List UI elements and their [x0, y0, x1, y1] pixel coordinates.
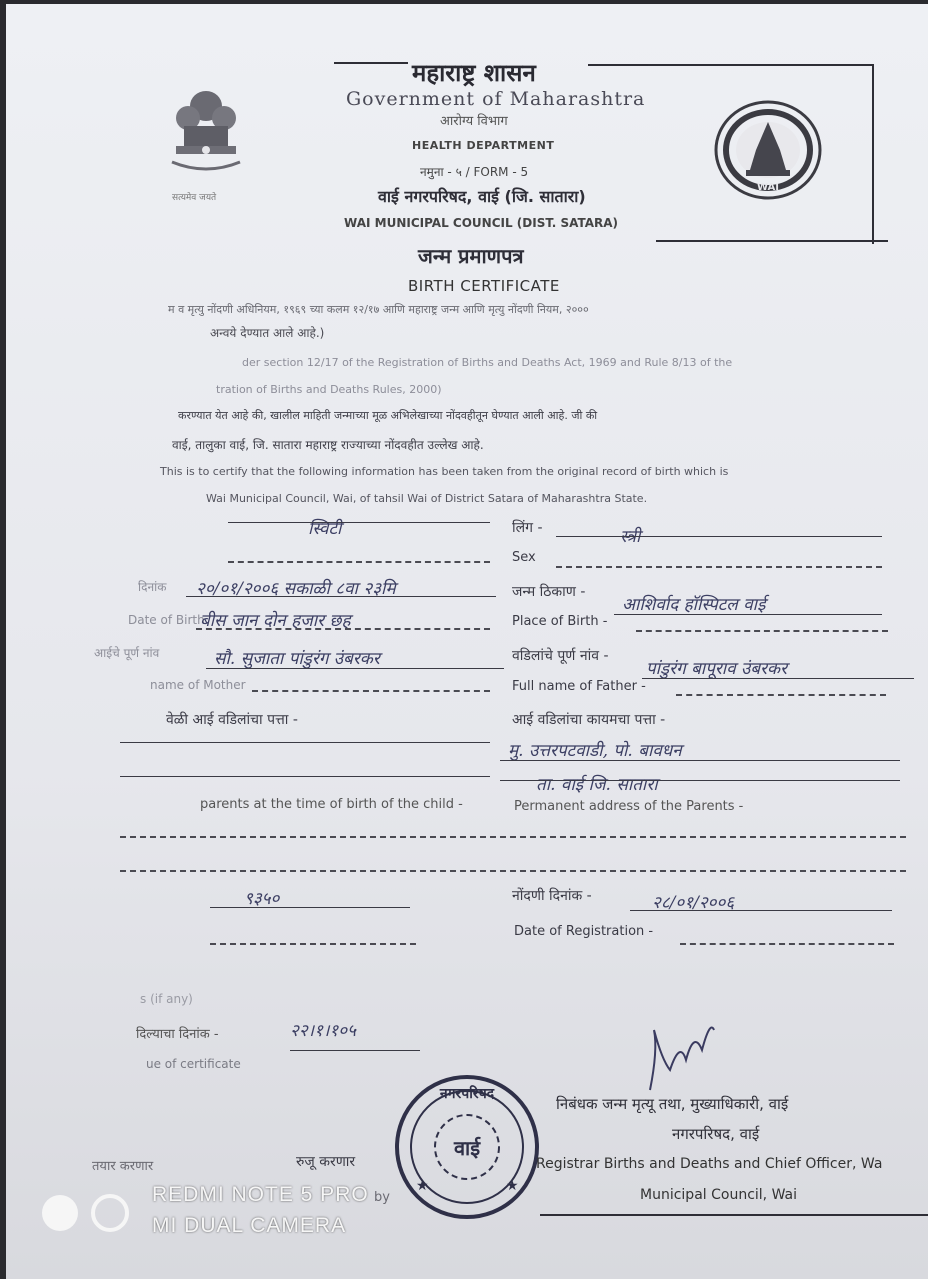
footer-rule	[540, 1214, 928, 1216]
registration-date-underline	[630, 910, 892, 911]
camera-logo	[40, 1192, 134, 1234]
state-title-marathi: महाराष्ट्र शासन	[412, 58, 536, 87]
registrar-title-marathi-2: नगरपरिषद, वाई	[672, 1125, 760, 1143]
svg-text:वाई: वाई	[453, 1136, 481, 1160]
registration-number-underline	[210, 907, 410, 908]
certificate-title-marathi: जन्म प्रमाणपत्र	[418, 244, 524, 268]
emblem-caption: सत्यमेव जयते	[172, 193, 217, 203]
registration-date-label-marathi: नोंदणी दिनांक -	[512, 888, 592, 904]
header-bottom-rule	[656, 240, 888, 242]
perm-address-label-english: Permanent address of the Parents -	[514, 799, 744, 814]
department-english: HEALTH DEPARTMENT	[412, 139, 555, 152]
name-dash-line	[228, 561, 490, 563]
remarks-label: s (if any)	[140, 992, 193, 1006]
registrar-title-marathi-1: निबंधक जन्म मृत्यू तथा, मुख्याधिकारी, वाई	[556, 1095, 789, 1113]
watermark-line2: MI DUAL CAMERA	[152, 1214, 347, 1237]
registrar-title-english-1: Registrar Births and Deaths and Chief Officer, Wa	[536, 1156, 883, 1172]
registration-date-value: २८/०१/२००६	[652, 893, 735, 913]
dob-label-marathi: दिनांक	[138, 580, 167, 594]
preamble-en-1: der section 12/17 of the Registration of Births and Deaths Act, 1969 and Rule 8/13 of the	[242, 356, 733, 369]
address-dash-1	[120, 836, 906, 838]
dob-dash-line	[196, 628, 490, 630]
department-marathi: आरोग्य विभाग	[440, 114, 508, 129]
sex-label-english: Sex	[512, 550, 536, 565]
issue-date-value: २२।१।१०५	[290, 1021, 356, 1041]
svg-text:WAI: WAI	[756, 182, 780, 193]
registrar-title-english-2: Municipal Council, Wai	[640, 1187, 797, 1203]
mother-label-english: name of Mother	[150, 678, 246, 692]
pob-dash-line	[636, 630, 888, 632]
checked-by-label: रुजू करणार	[296, 1154, 356, 1170]
perm-address-line1	[500, 760, 900, 761]
pob-label-marathi: जन्म ठिकाण -	[512, 584, 586, 600]
council-english: WAI MUNICIPAL COUNCIL (DIST. SATARA)	[344, 216, 618, 230]
preamble-en-2: tration of Births and Deaths Rules, 2000)	[216, 383, 442, 396]
birth-address-label-marathi: वेळी आई वडिलांचा पत्ता -	[166, 712, 298, 728]
signature-scribble-icon	[640, 1010, 720, 1100]
registration-date-dash	[680, 943, 894, 945]
birth-address-label-english: parents at the time of birth of the child -	[200, 797, 463, 812]
registration-number-value: ९३५०	[244, 889, 280, 909]
checked-by-english: by	[374, 1190, 390, 1205]
council-logo	[714, 100, 822, 200]
dob-value-line2: बीस जान दोन हजार छह	[200, 611, 351, 631]
mother-name-value: सौ. सुजाता पांडुरंग उंबरकर	[214, 649, 380, 669]
sex-dash-line	[556, 566, 882, 568]
sex-label-marathi: लिंग -	[512, 520, 543, 536]
father-label-english: Full name of Father -	[512, 679, 646, 694]
birth-address-line1	[120, 742, 490, 743]
child-name-value: स्विटी	[308, 519, 342, 539]
preamble-mr-4: वाई, तालुका वाई, जि. सातारा महाराष्ट्र राज्याच्या नोंदवहीत उल्लेख आहे.	[172, 438, 484, 452]
preamble-mr-3: करण्यात येत आहे की, खालील माहिती जन्माच्या मूळ अभिलेखाच्या नोंदवहीतून घेण्यात आली आहे. जी की	[178, 409, 598, 422]
father-underline	[642, 678, 914, 679]
birth-address-line2	[120, 776, 490, 777]
dob-underline	[186, 596, 496, 597]
perm-address-label-marathi: आई वडिलांचा कायमचा पत्ता -	[512, 712, 666, 728]
preamble-mr-2: अन्वये देण्यात आले आहे.)	[210, 326, 325, 340]
mother-dash-line	[252, 690, 490, 692]
issue-date-label-english: ue of certificate	[146, 1057, 241, 1071]
preamble-en-4: Wai Municipal Council, Wai, of tahsil Wai of District Satara of Maharashtra State.	[206, 492, 648, 505]
dual-camera-icon	[40, 1192, 134, 1234]
perm-address-value-line1: मु. उत्तरपटवाडी, पो. बावधन	[508, 741, 682, 761]
dob-label-english: Date of Birth	[128, 613, 205, 627]
issue-date-label-marathi: दिल्याचा दिनांक -	[136, 1027, 219, 1042]
certificate-title-english: BIRTH CERTIFICATE	[408, 277, 560, 295]
perm-address-value-line2: ता. वाई जि. सातारा	[536, 775, 658, 795]
svg-text:★: ★	[506, 1178, 519, 1194]
registration-number-dash	[210, 943, 416, 945]
official-round-stamp	[388, 1072, 546, 1222]
sex-underline	[556, 536, 882, 537]
state-title-english: Government of Maharashtra	[346, 88, 646, 110]
father-name-value: पांडुरंग बापूराव उंबरकर	[646, 659, 788, 679]
lion-capital-icon	[166, 84, 246, 194]
mother-label-marathi: आईचे पूर्ण नांव	[94, 646, 160, 660]
registrar-signature	[640, 1010, 720, 1100]
pob-underline	[614, 614, 882, 615]
header-right-rule	[872, 64, 874, 244]
issue-date-underline	[290, 1050, 420, 1051]
national-emblem	[166, 84, 246, 194]
watermark-line1: REDMI NOTE 5 PRO	[152, 1183, 369, 1206]
council-marathi: वाई नगरपरिषद, वाई (जि. सातारा)	[378, 187, 586, 206]
perm-address-line2	[500, 780, 900, 781]
form-number: नमुना - ५ / FORM - 5	[420, 165, 529, 179]
header-top-rule	[334, 62, 408, 64]
pob-label-english: Place of Birth -	[512, 614, 608, 629]
dob-value-line1: २०/०१/२००६ सकाळी ८वा २३मि	[196, 579, 396, 599]
svg-text:★: ★	[416, 1178, 429, 1194]
sex-value: स्त्री	[620, 527, 641, 547]
svg-text:नगरपरिषद: नगरपरिषद	[439, 1086, 495, 1102]
name-underline	[228, 522, 490, 523]
address-dash-2	[120, 870, 906, 872]
preamble-mr-1: म व मृत्यु नोंदणी अधिनियम, १९६९ च्या कलम १२/१७ आणि महाराष्ट्र जन्म आणि मृत्यु नोंदणी नियम, २०००	[168, 303, 589, 316]
temple-logo-icon	[714, 100, 822, 200]
header-top-rule-right	[588, 64, 874, 66]
father-dash-line	[676, 694, 886, 696]
pob-value: आशिर्वाद हॉस्पिटल वाई	[622, 595, 766, 615]
prepared-by-label: तयार करणार	[92, 1159, 154, 1174]
preamble-en-3: This is to certify that the following information has been taken from the original record of birth which is	[160, 465, 729, 478]
round-stamp-icon	[388, 1072, 546, 1222]
registration-date-label-english: Date of Registration -	[514, 924, 654, 939]
mother-underline	[206, 668, 504, 669]
father-label-marathi: वडिलांचे पूर्ण नांव -	[512, 648, 609, 664]
